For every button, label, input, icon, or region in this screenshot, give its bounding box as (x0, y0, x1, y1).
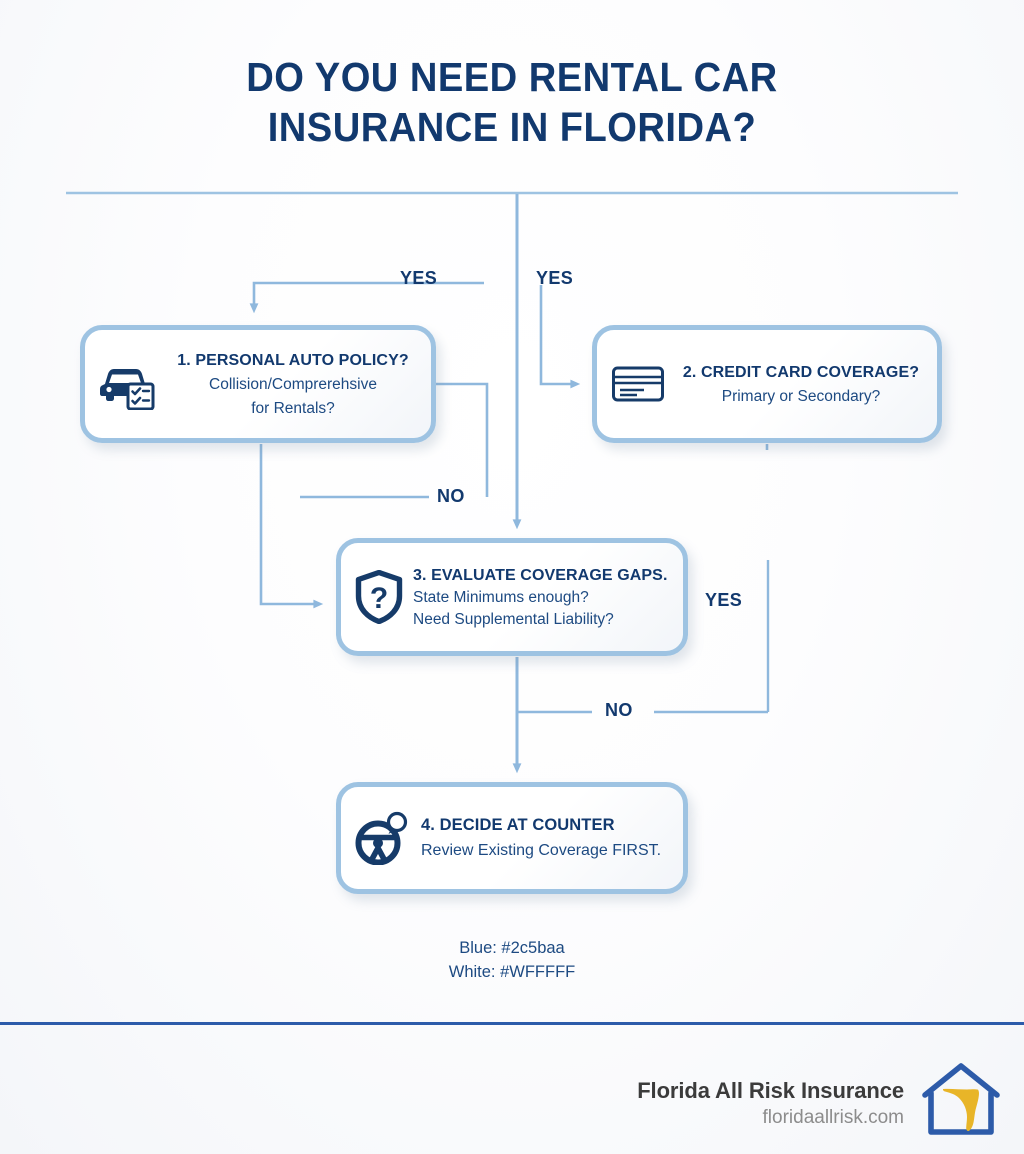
edge-label-yes-personal-auto: YES (400, 268, 438, 288)
flow-node-4-title: 4. DECIDE AT COUNTER (421, 816, 615, 834)
brand-url[interactable]: floridaallrisk.com (762, 1106, 904, 1128)
flow-node-1-sub-2: for Rentals? (251, 399, 335, 417)
page-title-line-1: DO YOU NEED RENTAL CAR (246, 54, 778, 100)
flow-node-personal-auto-policy[interactable] (80, 325, 436, 443)
edge-label-yes-credit-card: YES (536, 268, 574, 288)
edge-personal-auto-right-stub (436, 384, 487, 497)
flow-node-2-title: 2. CREDIT CARD COVERAGE? (682, 363, 920, 381)
footer-brand-text (637, 1077, 904, 1130)
color-spec-blue: Blue: #2c5baa (459, 939, 565, 957)
flow-node-4-sub-1: Review Existing Coverage FIRST. (421, 842, 662, 859)
house-with-florida-icon (918, 1059, 1004, 1148)
footer-divider (0, 1022, 1024, 1025)
steering-wheel-speech-icon (355, 811, 411, 865)
flow-node-3-sub-1: State Minimums enough? (413, 588, 589, 606)
page-title (0, 52, 1024, 152)
car-with-checklist-icon (99, 358, 155, 410)
flow-node-1-sub-1: Collision/Comprerehsive (209, 375, 377, 393)
flow-node-credit-card-text (665, 362, 937, 407)
color-spec-note (0, 936, 1024, 984)
flow-node-decide-text (411, 815, 683, 861)
flow-node-evaluate-coverage-gaps[interactable] (336, 538, 688, 656)
page-title-line-2: INSURANCE IN FLORIDA? (267, 104, 757, 150)
color-spec-white: White: #WFFFFF (448, 963, 576, 981)
credit-card-icon (611, 362, 665, 406)
flow-node-3-sub-2: Need Supplemental Liability? (413, 610, 614, 628)
flow-node-2-sub-1: Primary or Secondary? (721, 387, 881, 405)
edge-no-path-to-coverage-gaps (261, 444, 318, 604)
svg-text:?: ? (369, 582, 389, 615)
edge-label-no-personal-auto: NO (437, 486, 465, 506)
flow-node-3-title: 3. EVALUATE COVERAGE GAPS. (413, 566, 668, 584)
edge-label-yes-coverage-gaps: YES (705, 590, 743, 610)
edge-yes-to-personal-auto (254, 283, 484, 308)
brand-name: Florida All Risk Insurance (637, 1077, 904, 1103)
flow-node-personal-auto-text (155, 350, 431, 419)
flow-node-1-title: 1. PERSONAL AUTO POLICY? (177, 351, 409, 369)
footer (0, 1052, 1024, 1154)
flow-node-coverage-gaps-text (403, 565, 683, 630)
edge-yes-to-credit-card (541, 285, 575, 384)
shield-question-icon (355, 570, 403, 624)
edge-label-no-coverage-gaps: NO (605, 700, 633, 720)
flow-node-decide-at-counter[interactable] (336, 782, 688, 894)
flow-node-credit-card-coverage[interactable] (592, 325, 942, 443)
